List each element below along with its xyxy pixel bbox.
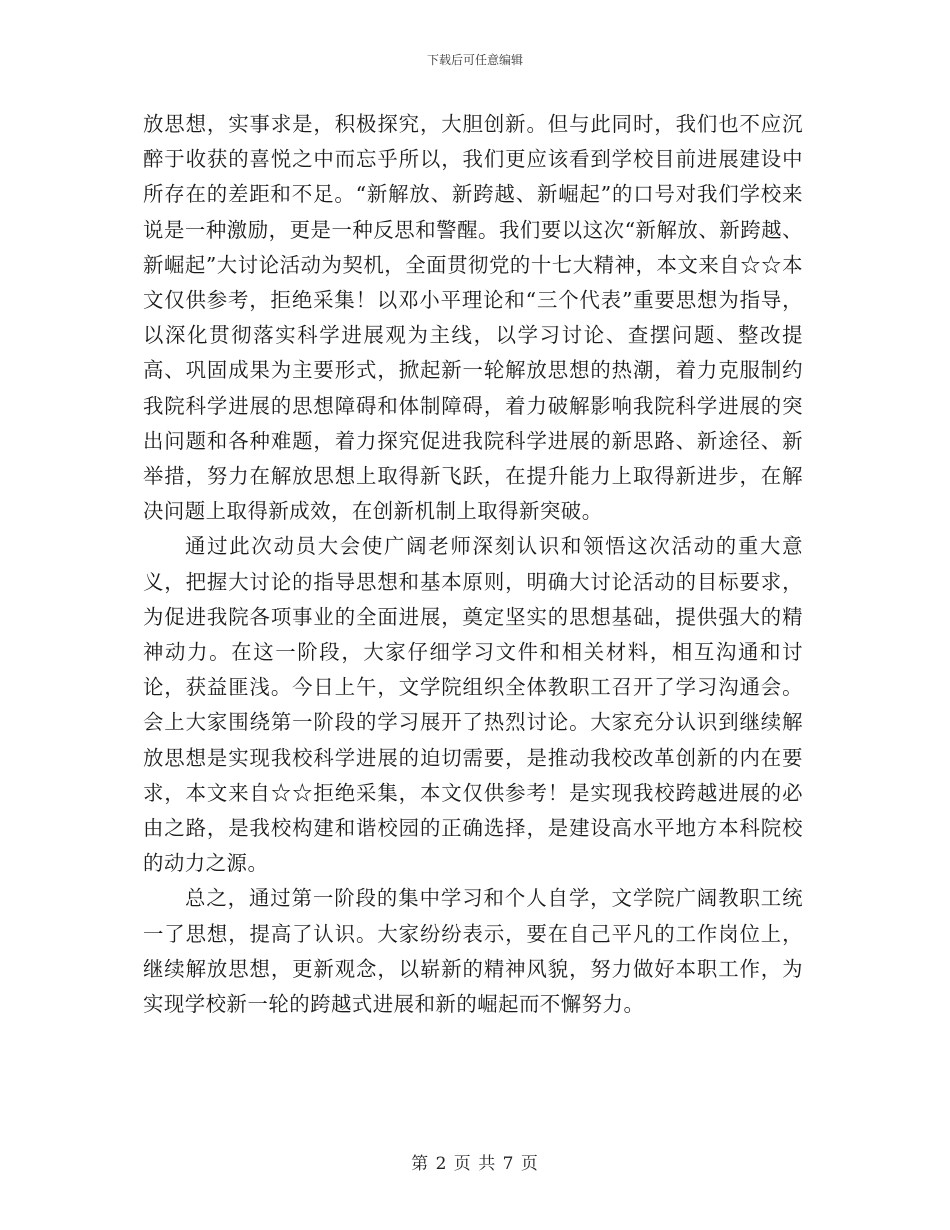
page-header-note: 下载后可任意编辑 (426, 53, 523, 67)
paragraph-continued: 放思想，实事求是，积极探究，大胆创新。但与此同时，我们也不应沉醉于收获的喜悦之中而忘乎所以，我们更应该看到学校目前进展建设中所存在的差距和不足。“新解放、新跨越、新崛起”的口号对我们学校来说是一种激励，更是一种反思和警醒。我们要以这次“新解放、新跨越、新崛起”大讨论活动为契机，全面贯彻党的十七大精神，本文来自☆☆本文仅供参考，拒绝采集！以邓小平理论和“三个代表”重要思想为指导，以深化贯彻落实科学进展观为主线，以学习讨论、查摆问题、整改提高、巩固成果为主要形式，掀起新一轮解放思想的热潮，着力克服制约我院科学进展的思想障碍和体制障碍，着力破解影响我院科学进展的突出问题和各种难题，着力探究促进我院科学进展的新思路、新途径、新举措，努力在解放思想上取得新飞跃，在提升能力上取得新进步，在解决问题上取得新成效，在创新机制上取得新突破。 (143, 112, 803, 524)
paragraph-summary: 总之，通过第一阶段的集中学习和个人自学，文学院广阔教职工统一了思想，提高了认识。大家纷纷表示，要在自己平凡的工作岗位上，继续解放思想，更新观念，以崭新的精神风貌，努力做好本职工作，为实现学校新一轮的跨越式进展和新的崛起而不懈努力。 (143, 886, 803, 1017)
page-number-footer: 第 2 页 共 7 页 (411, 1154, 539, 1174)
document-body (143, 107, 803, 1022)
paragraph-mobilization-meeting: 通过此次动员大会使广阔老师深刻认识和领悟这次活动的重大意义，把握大讨论的指导思想和基本原则，明确大讨论活动的目标要求，为促进我院各项事业的全面进展，奠定坚实的思想基础，提供强大的精神动力。在这一阶段，大家仔细学习文件和相关材料，相互沟通和讨论，获益匪浅。今日上午，文学院组织全体教职工召开了学习沟通会。会上大家围绕第一阶段的学习展开了热烈讨论。大家充分认识到继续解放思想是实现我校科学进展的迫切需要，是推动我校改革创新的内在要求，本文来自☆☆拒绝采集，本文仅供参考！是实现我校跨越进展的必由之路，是我校构建和谐校园的正确选择，是建设高水平地方本科院校的动力之源。 (143, 534, 803, 876)
